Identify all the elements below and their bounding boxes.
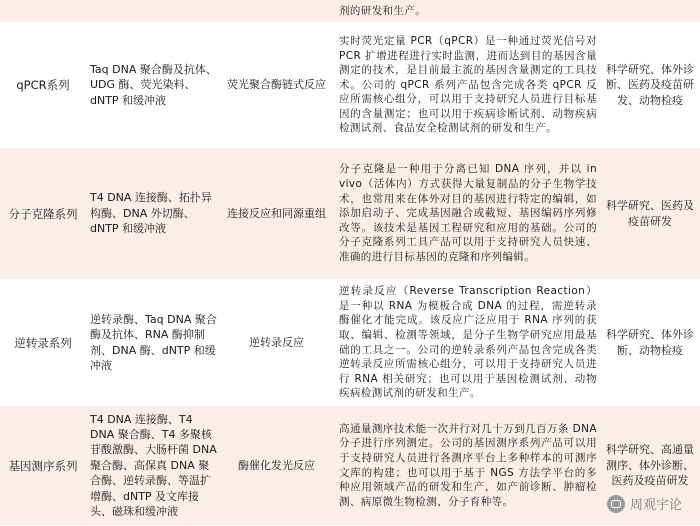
components-cell: T4 DNA 连接酶、拓扑异构酶、DNA 外切酶、dNTP 和缓冲液 bbox=[87, 148, 220, 280]
table-row bbox=[0, 280, 700, 406]
components-cell: Taq DNA 聚合酶及抗体、UDG 酶、荧光染料、dNTP 和缓冲液 bbox=[87, 23, 220, 148]
category-cell: 分子克隆系列 bbox=[0, 148, 87, 280]
principle-cell: 逆转录反应 bbox=[220, 280, 333, 406]
table-row bbox=[0, 0, 700, 23]
description-cell: 逆转录反应（Reverse Transcription Reaction）是一种以 RNA 为模板合成 DNA 的过程，需逆转录酶催化才能完成。该反应广泛应用于 RNA 序列的获取、编辑、检测等领域，是分子生物学研究应用最基础的工具之一。公司的逆转录系列产品包含完成各类逆转录反应所需核心组分，可以用于支持研究人员进行 RNA 相关研究；也可以用于基因检测试剂、动物疾病检测试剂的研发和生产。 bbox=[333, 280, 600, 406]
application-cell: 科学研究、体外诊断、动物检疫 bbox=[600, 280, 700, 406]
application-cell: 科学研究、体外诊断、医药及疫苗研发、动物检疫 bbox=[600, 23, 700, 148]
description-cell: 实时荧光定量 PCR（qPCR）是一种通过荧光信号对 PCR 扩增进程进行实时监测，进而达到目的基因含量测定的技术，是目前最主流的基因含量测定的工具技术。公司的 qPCR 系列产品包含完成各类 qPCR 反应所需核心组分，可以用于支持研究人员进行目标基因的含量测定；也可以用于疾病诊断试剂、动物疾病检测试剂、食品安全检测试剂的研发和生产。 bbox=[333, 23, 600, 148]
description-cell: 剂的研发和生产。 bbox=[333, 0, 600, 23]
application-cell: 科学研究、医药及疫苗研发 bbox=[600, 148, 700, 280]
description-cell: 分子克隆是一种用于分离已知 DNA 序列，并以 in vivo（活体内）方式获得大量复制品的分子生物学技术，也常用来在体外对目的基因进行特定的编辑，如添加启动子、完成基因融合或截短、基因编码序列修改等。该技术是基因工程研究和应用的基础。公司的分子克隆系列工具产品可以用于支持研究人员快速、准确的进行目标基因的克隆和序列编辑。 bbox=[333, 148, 600, 280]
components-cell bbox=[87, 0, 220, 23]
table-row bbox=[0, 148, 700, 280]
category-cell bbox=[0, 0, 87, 23]
watermark bbox=[607, 494, 682, 513]
wechat-icon bbox=[607, 495, 625, 513]
watermark-text: 周观宇论 bbox=[630, 494, 682, 513]
principle-cell: 酶催化发光反应 bbox=[220, 406, 333, 526]
category-cell: 逆转录系列 bbox=[0, 280, 87, 406]
category-cell: qPCR系列 bbox=[0, 23, 87, 148]
table-row bbox=[0, 406, 700, 526]
components-cell: 逆转录酶、Taq DNA 聚合酶及抗体、RNA 酶抑制剂、DNA 酶、dNTP 和缓冲液 bbox=[87, 280, 220, 406]
components-cell: T4 DNA 连接酶、T4 DNA 聚合酶、T4 多聚核苷酸激酶、大肠杆菌 DNA 聚合酶、高保真 DNA 聚合酶、逆转录酶、等温扩增酶、dNTP 及文库接头、磁珠和缓冲液 bbox=[87, 406, 220, 526]
description-cell: 高通量测序技术能一次并行对几十万到几百万条 DNA 分子进行序列测定。公司的基因测序系列产品可以用于支持研究人员进行各测序平台上多种样本的可测序文库的构建；也可以用于基于 NGS 方法学平台的多种应用领域产品的研发和生产，如产前诊断、肿瘤检测、病原微生物检测、分子育种等。 bbox=[333, 406, 600, 526]
table-row bbox=[0, 23, 700, 148]
application-cell: 科学研究、高通量测序、体外诊断、医药及疫苗研发 bbox=[600, 406, 700, 526]
principle-cell bbox=[220, 0, 333, 23]
principle-cell: 连接反应和同源重组 bbox=[220, 148, 333, 280]
principle-cell: 荧光聚合酶链式反应 bbox=[220, 23, 333, 148]
application-cell bbox=[600, 0, 700, 23]
category-cell: 基因测序系列 bbox=[0, 406, 87, 526]
